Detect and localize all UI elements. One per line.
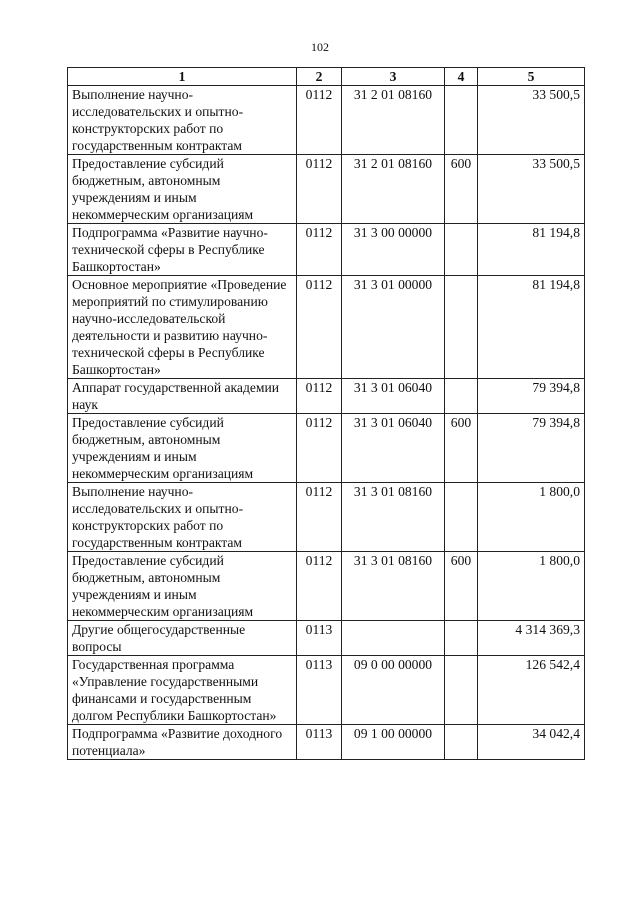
row-section-code: 0112 (297, 379, 342, 414)
page-number: 102 (311, 40, 329, 54)
table-row (68, 552, 585, 621)
row-section-code: 0112 (297, 483, 342, 552)
row-amount: 34 042,4 (478, 725, 585, 760)
table-row (68, 414, 585, 483)
row-expense-type (445, 656, 478, 725)
table-row (68, 379, 585, 414)
table-row (68, 86, 585, 155)
row-section-code: 0113 (297, 656, 342, 725)
table-row (68, 224, 585, 276)
row-amount: 126 542,4 (478, 656, 585, 725)
row-target-article: 31 2 01 08160 (342, 86, 445, 155)
row-amount: 33 500,5 (478, 155, 585, 224)
row-target-article: 31 3 01 00000 (342, 276, 445, 379)
row-name: Выполнение научно-исследовательских и опытно-конструкторских работ по государственным контрактам (68, 483, 297, 552)
row-target-article: 31 3 01 06040 (342, 414, 445, 483)
header-row (68, 68, 585, 86)
row-section-code: 0112 (297, 552, 342, 621)
budget-table (67, 67, 585, 760)
row-target-article (342, 621, 445, 656)
row-name: Предоставление субсидий бюджетным, автономным учреждениям и иным некоммерческим организациям (68, 552, 297, 621)
row-expense-type: 600 (445, 155, 478, 224)
row-section-code: 0112 (297, 86, 342, 155)
table-row (68, 656, 585, 725)
table-row (68, 621, 585, 656)
row-expense-type (445, 86, 478, 155)
row-amount: 81 194,8 (478, 224, 585, 276)
row-name: Предоставление субсидий бюджетным, автономным учреждениям и иным некоммерческим организациям (68, 414, 297, 483)
row-expense-type (445, 725, 478, 760)
row-expense-type (445, 224, 478, 276)
row-target-article: 09 1 00 00000 (342, 725, 445, 760)
row-name: Государственная программа «Управление государственными финансами и государственным долгом Республики Башкортостан» (68, 656, 297, 725)
table-row (68, 276, 585, 379)
row-name: Другие общегосударственные вопросы (68, 621, 297, 656)
table-row (68, 725, 585, 760)
header-cell: 3 (342, 68, 445, 86)
row-amount: 79 394,8 (478, 414, 585, 483)
header-cell: 1 (68, 68, 297, 86)
row-section-code: 0112 (297, 276, 342, 379)
row-target-article: 31 3 01 08160 (342, 483, 445, 552)
row-amount: 81 194,8 (478, 276, 585, 379)
row-target-article: 31 3 00 00000 (342, 224, 445, 276)
row-name: Подпрограмма «Развитие доходного потенциала» (68, 725, 297, 760)
header-cell: 5 (478, 68, 585, 86)
row-target-article: 31 2 01 08160 (342, 155, 445, 224)
row-section-code: 0113 (297, 725, 342, 760)
row-expense-type: 600 (445, 414, 478, 483)
row-expense-type: 600 (445, 552, 478, 621)
row-section-code: 0112 (297, 155, 342, 224)
row-target-article: 09 0 00 00000 (342, 656, 445, 725)
row-amount: 33 500,5 (478, 86, 585, 155)
row-amount: 79 394,8 (478, 379, 585, 414)
row-name: Подпрограмма «Развитие научно-технической сферы в Республике Башкортостан» (68, 224, 297, 276)
row-section-code: 0113 (297, 621, 342, 656)
row-expense-type (445, 483, 478, 552)
row-name: Основное мероприятие «Проведение мероприятий по стимулированию научно-исследовательской деятельности и развитию научно-технической сферы в Республике Башкортостан» (68, 276, 297, 379)
row-section-code: 0112 (297, 224, 342, 276)
header-cell: 2 (297, 68, 342, 86)
row-name: Предоставление субсидий бюджетным, автономным учреждениям и иным некоммерческим организациям (68, 155, 297, 224)
row-name: Аппарат государственной академии наук (68, 379, 297, 414)
row-expense-type (445, 621, 478, 656)
row-name: Выполнение научно-исследовательских и опытно-конструкторских работ по государственным контрактам (68, 86, 297, 155)
row-amount: 1 800,0 (478, 483, 585, 552)
row-amount: 4 314 369,3 (478, 621, 585, 656)
table-row (68, 155, 585, 224)
row-expense-type (445, 276, 478, 379)
header-cell: 4 (445, 68, 478, 86)
row-expense-type (445, 379, 478, 414)
row-section-code: 0112 (297, 414, 342, 483)
row-amount: 1 800,0 (478, 552, 585, 621)
table-row (68, 483, 585, 552)
row-target-article: 31 3 01 08160 (342, 552, 445, 621)
row-target-article: 31 3 01 06040 (342, 379, 445, 414)
